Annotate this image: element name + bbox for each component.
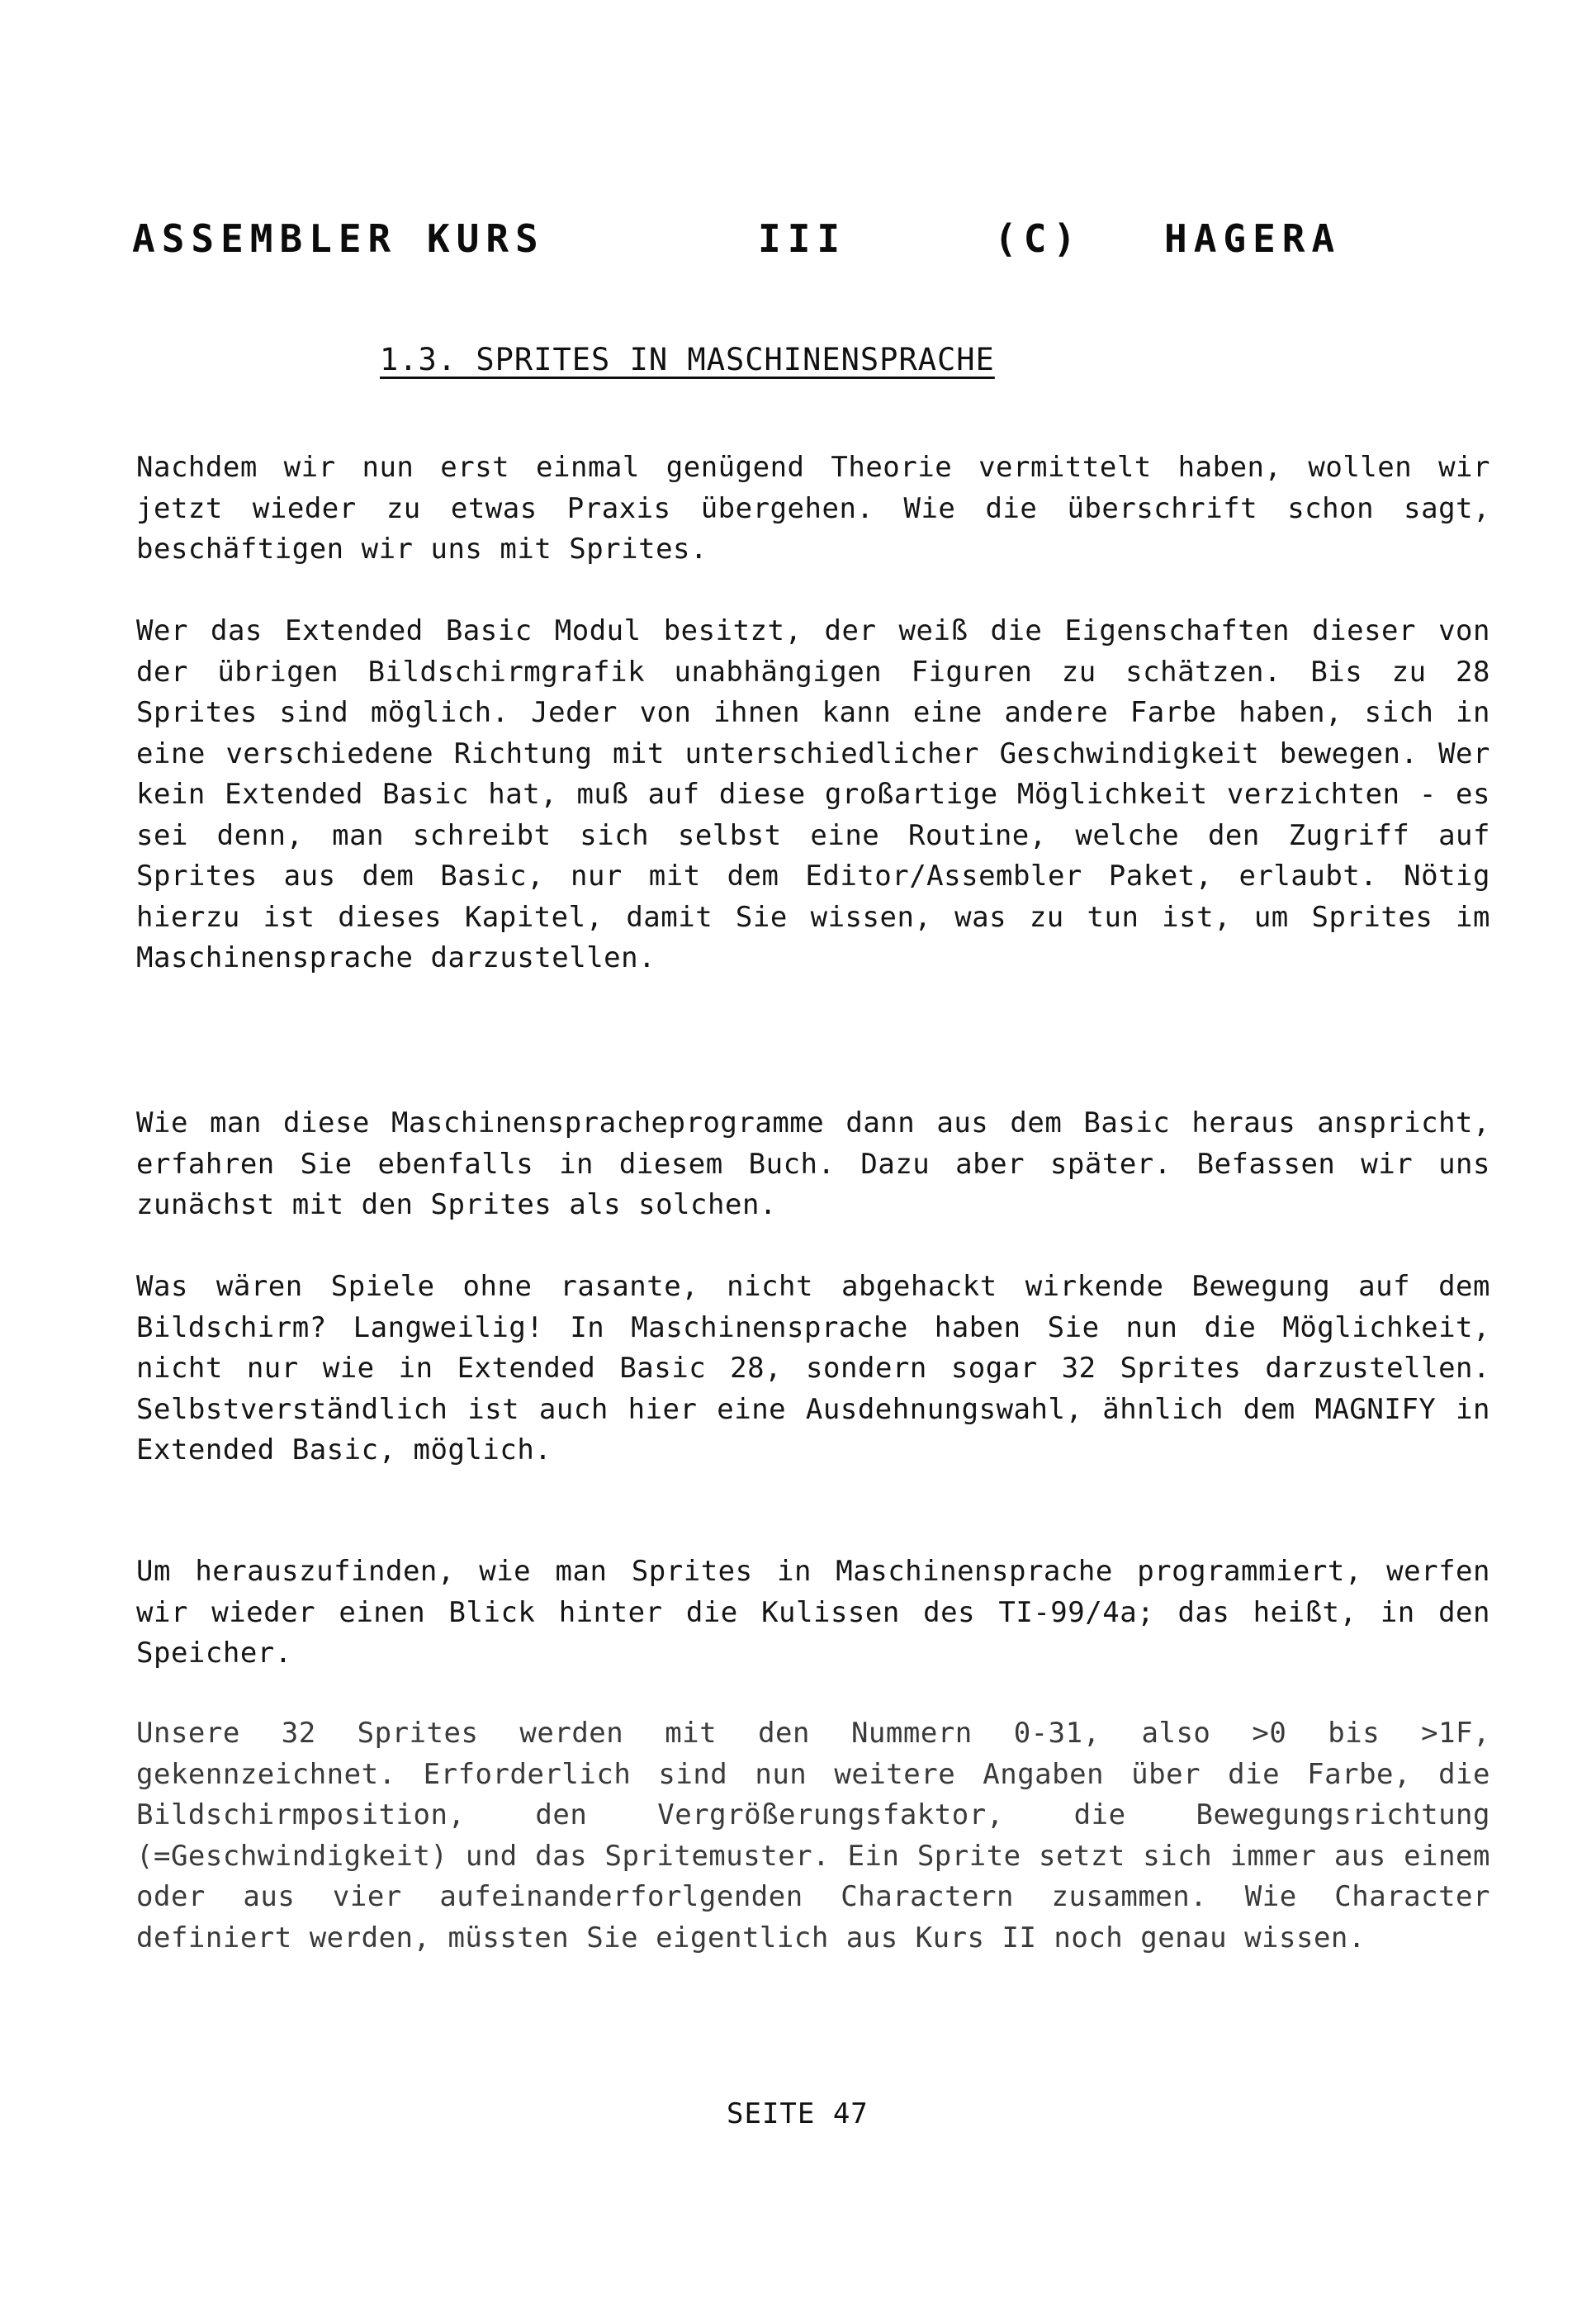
paragraph-extended-basic: Wer das Extended Basic Modul besitzt, der weiß die Eigenschaften dieser von der übrigen Bildschirmgrafik unabhängigen Figuren zu schätzen. Bis zu 28 Sprites sind möglich. Jeder von ihnen kann eine andere Farbe haben, sich in eine verschiedene Richtung mit unterschiedlicher Geschwindigkeit bewegen. Wer kein Extended Basic hat, muß auf diese großartige Möglichkeit verzichten - es sei denn, man schreibt sich selbst eine Routine, welche den Zugriff auf Sprites aus dem Basic, nur mit dem Editor/Assembler Paket, erlaubt. Nötig hierzu ist dieses Kapitel, damit Sie wissen, was zu tun ist, um Sprites im Maschinensprache darzustellen. bbox=[136, 614, 1490, 974]
paragraph-sprite-numbers: Unsere 32 Sprites werden mit den Nummern 0-31, also >0 bis >1F, gekennzeichnet. Erforderlich sind nun weitere Angaben über die Farbe, die Bildschirmposition, den Vergrößerungsfaktor, die Bewegungsrichtung (=Geschwindigkeit) und das Spritemuster. Ein Sprite setzt sich immer aus einem oder aus vier aufeinanderforlgenden Charactern zusammen. Wie Character definiert werden, müssten Sie eigentlich aus Kurs II noch genau wissen. bbox=[136, 1717, 1490, 1954]
header-author: HAGERA bbox=[1164, 216, 1342, 261]
section-heading: 1.3. SPRITES IN MASCHINENSPRACHE bbox=[380, 342, 995, 377]
paragraph-memory: Um herauszufinden, wie man Sprites in Maschinensprache programmiert, werfen wir wieder einen Blick hinter die Kulissen des TI-99/4a; das heißt, in den Speicher. bbox=[136, 1555, 1490, 1670]
paragraph-intro: Nachdem wir nun erst einmal genügend Theorie vermittelt haben, wollen wir jetzt wieder zu etwas Praxis übergehen. Wie die überschrift schon sagt, beschäftigen wir uns mit Sprites. bbox=[136, 451, 1490, 566]
page-header bbox=[132, 216, 1420, 263]
paragraph-basic-access: Wie man diese Maschinenspracheprogramme dann aus dem Basic heraus anspricht, erfahren Sie ebenfalls in diesem Buch. Dazu aber später. Befassen wir uns zunächst mit den Sprites als solchen. bbox=[136, 1106, 1490, 1221]
page-number: SEITE 47 bbox=[727, 2097, 869, 2130]
header-copyright: (C) bbox=[994, 216, 1083, 261]
paragraph-games: Was wären Spiele ohne rasante, nicht abgehackt wirkende Bewegung auf dem Bildschirm? Langweilig! In Maschinensprache haben Sie nun die Möglichkeit, nicht nur wie in Extended Basic 28, sondern sogar 32 Sprites darzustellen. Selbstverständlich ist auch hier eine Ausdehnungswahl, ähnlich dem MAGNIFY in Extended Basic, möglich. bbox=[136, 1270, 1490, 1466]
header-course-number: III bbox=[758, 216, 847, 261]
header-title: ASSEMBLER KURS bbox=[132, 216, 545, 261]
